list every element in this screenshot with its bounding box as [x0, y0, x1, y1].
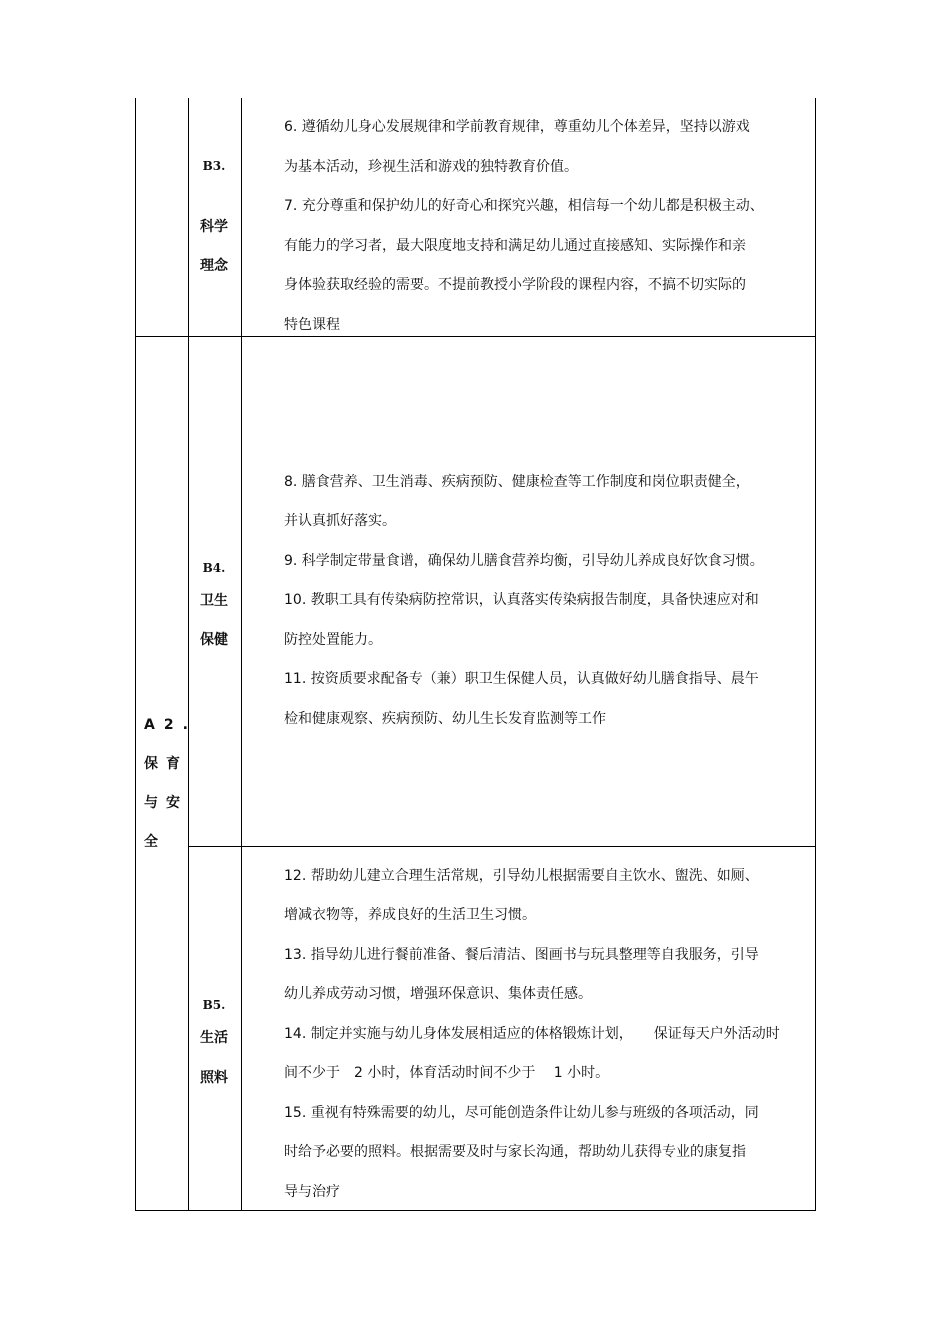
- category-a2-char: 保: [144, 756, 158, 772]
- b3-name-line1: 科学: [200, 219, 228, 235]
- b3-code: B3.: [202, 159, 226, 173]
- text-line: 10. 教职工具有传染病防控常识，认真落实传染病报告制度，具备快速应对和: [284, 592, 759, 608]
- text-line: 13. 指导幼儿进行餐前准备、餐后清洁、图画书与玩具整理等自我服务，引导: [284, 947, 759, 963]
- text-line: 身体验获取经验的需要。不提前教授小学阶段的课程内容，不搞不切实际的: [284, 277, 746, 293]
- b4-name-line1: 卫生: [200, 593, 228, 609]
- text-line: 6. 遵循幼儿身心发展规律和学前教育规律，尊重幼儿个体差异，坚持以游戏: [284, 119, 750, 135]
- column-divider-b: [241, 98, 242, 1211]
- b5-name-line2: 照料: [200, 1070, 228, 1086]
- text-line: 7. 充分尊重和保护幼儿的好奇心和探究兴趣，相信每一个幼儿都是积极主动、: [284, 198, 764, 214]
- text-line: 检和健康观察、疾病预防、幼儿生长发育监测等工作: [284, 711, 606, 727]
- category-a2-row3: [144, 793, 180, 813]
- category-a2-char: 安: [166, 795, 180, 811]
- category-a2-char: 与: [144, 795, 158, 811]
- category-a2-row1: [144, 715, 188, 735]
- b5-code: B5.: [202, 998, 226, 1012]
- text-line: 为基本活动，珍视生活和游戏的独特教育价值。: [284, 159, 578, 175]
- text-line: 幼儿养成劳动习惯，增强环保意识、集体责任感。: [284, 986, 592, 1002]
- category-a2-char: 2: [163, 717, 174, 733]
- text-line: 并认真抓好落实。: [284, 513, 396, 529]
- text-line: 15. 重视有特殊需要的幼儿，尽可能创造条件让幼儿参与班级的各项活动，同: [284, 1105, 759, 1121]
- category-a2-char: 育: [166, 756, 180, 772]
- row-divider-b3-b4: [135, 336, 816, 337]
- category-a2-char: 全: [144, 834, 158, 850]
- category-a2-char: .: [182, 717, 188, 733]
- text-line: 防控处置能力。: [284, 632, 382, 648]
- text-line: 增减衣物等，养成良好的生活卫生习惯。: [284, 907, 536, 923]
- text-line: 9. 科学制定带量食谱，确保幼儿膳食营养均衡，引导幼儿养成良好饮食习惯。: [284, 553, 764, 569]
- row-divider-b4-b5: [188, 846, 816, 847]
- category-a2-row4: [144, 832, 158, 852]
- text-line: 间不少于 2 小时，体育活动时间不少于 1 小时。: [284, 1065, 610, 1081]
- b5-name-line1: 生活: [200, 1030, 228, 1046]
- text-line: 特色课程: [284, 317, 340, 333]
- category-a2-row2: [144, 754, 180, 774]
- text-line: 14. 制定并实施与幼儿身体发展相适应的体格锻炼计划， 保证每天户外活动时: [284, 1026, 780, 1042]
- b4-name-line2: 保健: [200, 632, 228, 648]
- text-line: 11. 按资质要求配备专（兼）职卫生保健人员，认真做好幼儿膳食指导、晨午: [284, 671, 759, 687]
- table-border-bottom: [135, 1210, 816, 1211]
- text-line: 12. 帮助幼儿建立合理生活常规，引导幼儿根据需要自主饮水、盥洗、如厕、: [284, 868, 759, 884]
- table-border-left: [135, 98, 136, 1211]
- table-border-right: [815, 98, 816, 1211]
- text-line: 8. 膳食营养、卫生消毒、疾病预防、健康检查等工作制度和岗位职责健全，: [284, 474, 750, 490]
- text-line: 导与治疗: [284, 1184, 340, 1200]
- text-line: 有能力的学习者，最大限度地支持和满足幼儿通过直接感知、实际操作和亲: [284, 238, 746, 254]
- category-a2-char: A: [144, 717, 155, 733]
- b3-name-line2: 理念: [200, 258, 228, 274]
- text-line: 时给予必要的照料。根据需要及时与家长沟通，帮助幼儿获得专业的康复指: [284, 1144, 746, 1160]
- b4-code: B4.: [202, 561, 226, 575]
